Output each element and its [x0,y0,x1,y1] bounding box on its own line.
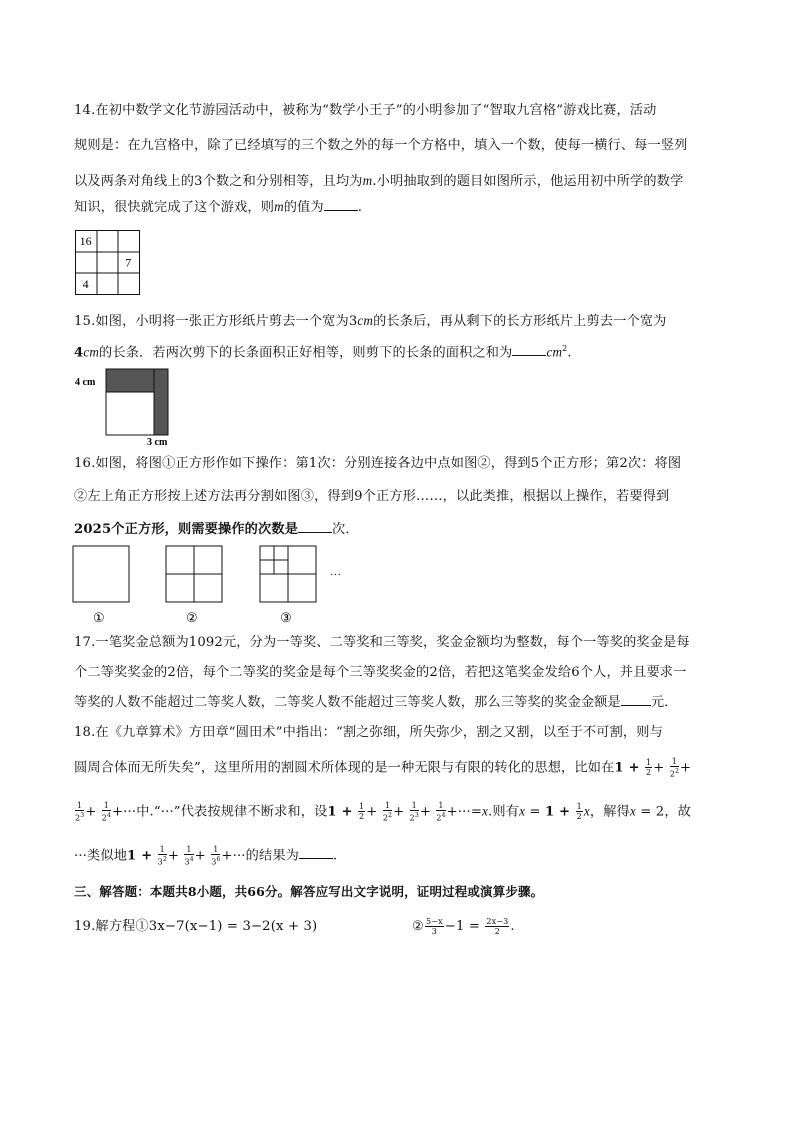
answer-blank [621,693,651,706]
answer-blank [512,343,546,356]
q18-line-2: 圆周合体而无所失矣”，这里所用的割圆术所体现的是一种无限与有限的转化的思想，比如在1 + $\frac{1}{2}$ + $\frac{1}{2^2}$ + [74,757,692,779]
section-3-title: 三、解答题：本题共8小题，共66分。解答应写出文字说明，证明过程或演算步骤。 [74,884,544,899]
grid-cell-value: 4 [82,276,89,291]
q19-part2: ② $\frac{5-x}{3}$ −1 = $\frac{2x-3}{2}$ . [412,917,515,936]
q15-line-1: 15.如图，小明将一张正方形纸片剪去一个宽为3cm的长条后，再从剩下的长方形纸片上剪去一个宽为 [74,313,667,329]
paper-strips-figure [74,368,184,446]
q17-line-2: 个二等奖奖金的2倍，每个二等奖的奖金是每个三等奖奖金的2倍，若把这笔奖金发给6个人，并且要求一 [74,665,687,680]
grid-cell-value: 7 [125,255,132,270]
q18-line-3: $\frac{1}{2^3}$ + $\frac{1}{2^4}$ +···中.“···”代表按规律不断求和，设1 + $\frac{1}{2}$ + $\frac{1}{2^2}$ + $\frac{1}{2^3}$ + $\frac{1}{2^4}$ +···=x.则有x = 1 + $\frac{1}{2}$ x，解得x = 2，故 [75,801,692,823]
q16-line-2: ②左上角正方形按上述方法再分割如图③，得到9个正方形……，以此类推，根据以上操作，若要得到 [74,489,670,504]
answer-blank [299,846,333,859]
square-division-figures [72,545,352,625]
q14-line-1: 14.在初中数学文化节游园活动中，被称为“数学小王子”的小明参加了“智取九宫格”游戏比赛，活动 [74,103,657,118]
q17-line-3: 等奖的人数不能超过二等奖人数，二等奖人数不能超过三等奖人数，那么三等奖的奖金金额是 元． [74,695,678,710]
fig-label-3: ③ [280,610,292,625]
q18-line-4: ···类似地1 + $\frac{1}{3^2}$ + $\frac{1}{3^4}$ + $\frac{1}{3^6}$ +···的结果为 . [74,845,338,867]
q14-line-2: 规则是：在九宫格中，除了已经填写的三个数之外的每一个方格中，填入一个数，使每一横行、每一竖列 [74,138,688,153]
q15-line-2: 4cm的长条．若两次剪下的长条面积正好相等，则剪下的长条的面积之和为 $cm^2$. [74,344,572,361]
q14-line-4: 知识，很快就完成了这个游戏，则m的值为 . [74,199,363,215]
q16-line-1: 16.如图，将图①正方形作如下操作：第1次：分别连接各边中点如图②，得到5个正方形；第2次：将图 [74,456,682,471]
grid-cells [80,234,132,291]
q16-line-3: 2025个正方形，则需要操作的次数是 次． [74,522,359,537]
label-4cm: 4 cm [75,377,96,388]
q18-line-1: 18.在《九章算术》方田章“圆田术”中指出：“割之弥细，所失弥少，割之又割，以至于不可割，则与 [74,725,663,740]
grid-cell-value: 16 [79,234,92,249]
magic-square-grid [75,230,141,296]
label-3cm: 3 cm [147,437,168,448]
fig-label-1: ① [93,610,105,625]
answer-blank [324,198,358,211]
q17-line-1: 17.一笔奖金总额为1092元，分为一等奖、二等奖和三等奖，奖金金额均为整数，每个一等奖的奖金是每 [74,635,690,650]
fig-label-2: ② [186,610,198,625]
q14-line-3: 以及两条对角线上的3个数之和分别相等，且均为m.小明抽取到的题目如图所示，他运用初中所学的数学 [74,173,684,189]
answer-blank [298,520,332,533]
q19-part1: ①3x−7(x−1) = 3−2(x + 3) [135,919,318,934]
fig-ellipsis: ··· [330,569,341,581]
q19-line: 19.解方程①3x−7(x−1) = 3−2(x + 3) [74,919,318,934]
